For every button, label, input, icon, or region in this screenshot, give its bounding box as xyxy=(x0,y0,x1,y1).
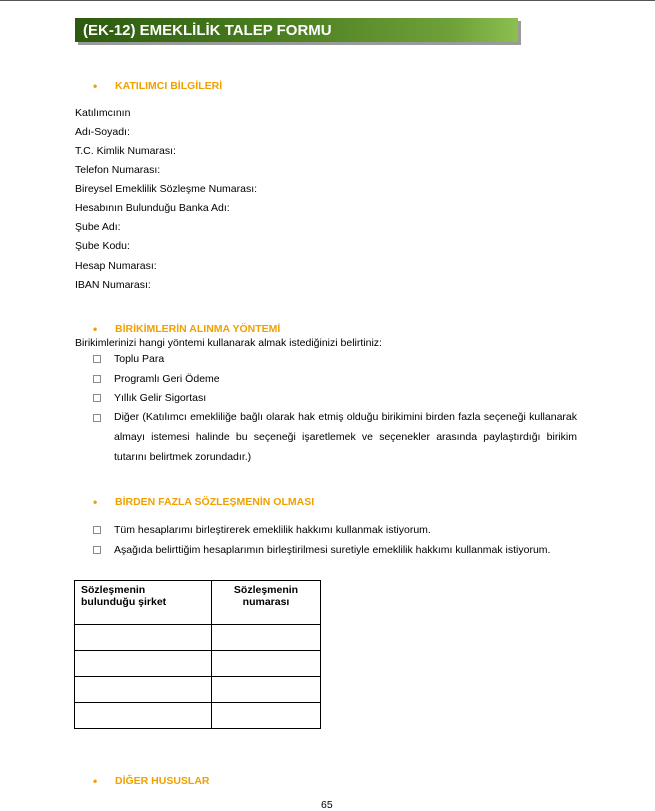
field-label: Katılımcının xyxy=(75,107,131,119)
bullet-icon: • xyxy=(93,79,98,93)
form-title-bar xyxy=(75,18,518,42)
table-cell[interactable] xyxy=(212,625,321,651)
option-other-label: Diğer xyxy=(114,411,140,423)
table-cell[interactable] xyxy=(212,677,321,703)
table-cell[interactable] xyxy=(75,625,212,651)
form-title: (EK-12) EMEKLİLİK TALEP FORMU xyxy=(83,22,332,39)
field-label: Şube Adı: xyxy=(75,221,121,233)
table-cell[interactable] xyxy=(75,677,212,703)
withdrawal-intro: Birikimlerinizi hangi yöntemi kullanarak almak istediğinizi belirtiniz: xyxy=(75,337,382,349)
field-label: Hesabının Bulunduğu Banka Adı: xyxy=(75,202,230,214)
table-cell[interactable] xyxy=(75,703,212,729)
option-other-note: (Katılımcı emekliliğe bağlı olarak hak etmiş olduğu birikimini birden fazla seçeneği kullanarak almayı istemesi halinde bu seçeneği işaretlemek ve seçenekler arasında paylaştırdığı birikim tutarını belirtmek zorundadır.) xyxy=(114,411,577,463)
bullet-icon: • xyxy=(93,774,98,788)
column-header-company: Sözleşmenin bulunduğu şirket xyxy=(75,581,212,625)
field-label: IBAN Numarası: xyxy=(75,279,151,291)
field-label: Hesap Numarası: xyxy=(75,260,157,272)
table-cell[interactable] xyxy=(212,703,321,729)
field-label: T.C. Kimlik Numarası: xyxy=(75,145,176,157)
checkbox[interactable] xyxy=(93,394,101,402)
table-row xyxy=(75,677,321,703)
bullet-icon: • xyxy=(93,495,98,509)
field-label: Şube Kodu: xyxy=(75,240,130,252)
page-number: 65 xyxy=(321,799,333,811)
table-cell[interactable] xyxy=(75,651,212,677)
checkbox[interactable] xyxy=(93,375,101,383)
checkbox[interactable] xyxy=(93,355,101,363)
field-label: Adı-Soyadı: xyxy=(75,126,130,138)
table-cell[interactable] xyxy=(212,651,321,677)
checkbox[interactable] xyxy=(93,526,101,534)
table-row xyxy=(75,651,321,677)
column-header-number: Sözleşmenin numarası xyxy=(212,581,321,625)
table-row xyxy=(75,703,321,729)
field-label: Telefon Numarası: xyxy=(75,164,161,176)
table-header-row xyxy=(75,581,321,625)
table-row xyxy=(75,625,321,651)
bullet-icon: • xyxy=(93,322,98,336)
top-rule xyxy=(0,0,655,1)
option-other-text xyxy=(114,407,577,467)
checkbox[interactable] xyxy=(93,414,101,422)
field-label: Bireysel Emeklilik Sözleşme Numarası: xyxy=(75,183,258,195)
contracts-table xyxy=(74,580,321,729)
checkbox[interactable] xyxy=(93,546,101,554)
